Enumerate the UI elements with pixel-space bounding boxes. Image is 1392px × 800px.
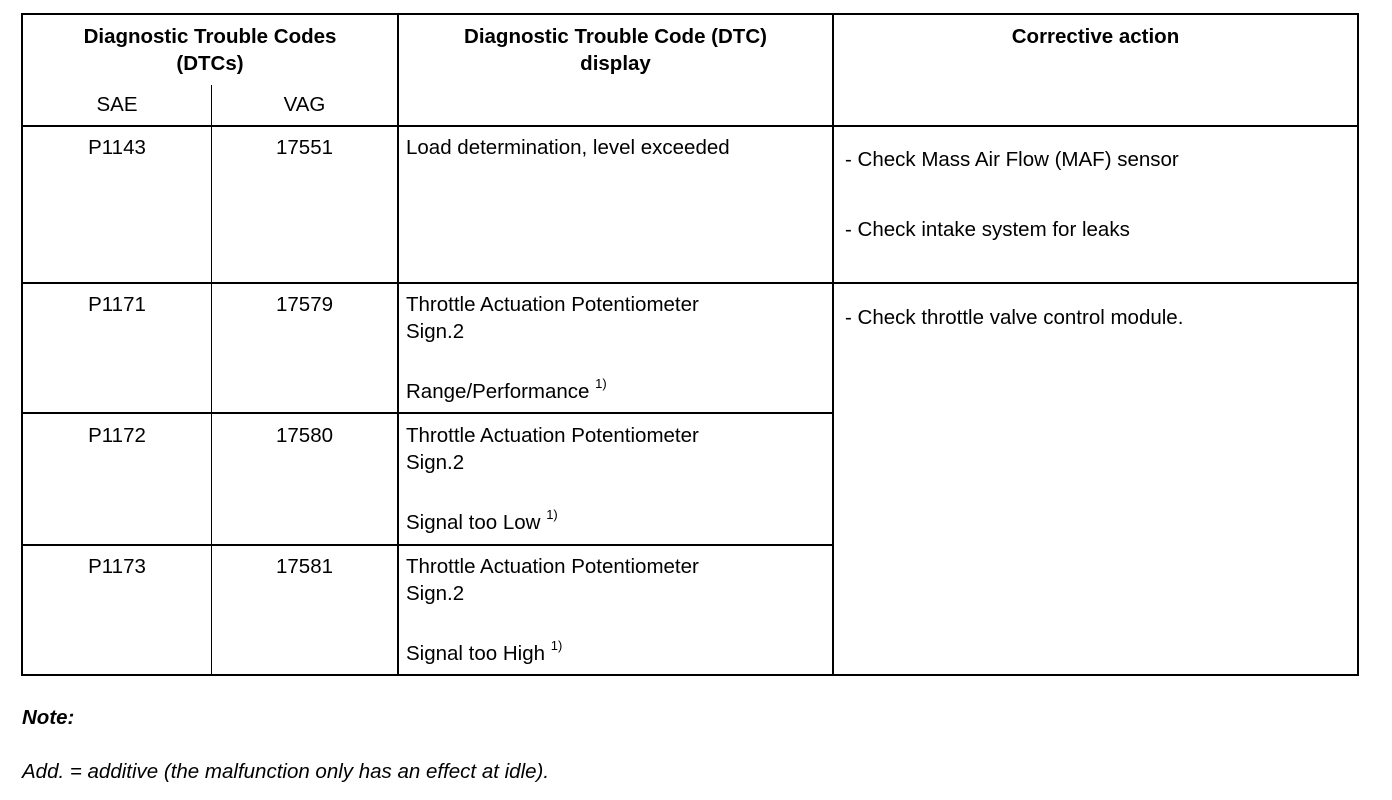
note-text: Add. = additive (the malfunction only has an effect at idle). — [22, 760, 550, 783]
header-corrective-action: Corrective action — [1011, 25, 1180, 48]
row1-display: Load determination, level exceeded — [406, 136, 730, 159]
row3-vag: 17580 — [275, 424, 333, 447]
note-title: Note: — [22, 706, 75, 729]
column-divider-sae-vag — [211, 85, 212, 676]
row1-sae: P1143 — [88, 136, 146, 159]
merged-corrective-action: - Check throttle valve control module. — [845, 306, 1184, 329]
row1-action-1: - Check Mass Air Flow (MAF) sensor — [845, 148, 1179, 171]
row2-footnote: 1) — [595, 376, 607, 392]
header-display-line2: display — [580, 52, 651, 75]
table-border-right — [1357, 13, 1359, 676]
header-dtc-group-line2: (DTCs) — [176, 52, 244, 75]
row-divider-2 — [21, 412, 834, 414]
row3-display-status: Signal too Low — [406, 511, 541, 534]
header-display-line1: Diagnostic Trouble Code (DTC) — [464, 25, 767, 48]
row2-display-line3 — [406, 378, 607, 405]
row2-display-line1: Throttle Actuation Potentiometer — [406, 293, 699, 316]
column-divider-display-action — [832, 13, 834, 676]
table-border-bottom — [21, 674, 1359, 676]
table-border-top — [21, 13, 1359, 15]
header-dtc-group-line1: Diagnostic Trouble Codes — [83, 25, 337, 48]
row1-action-2: - Check intake system for leaks — [845, 218, 1130, 241]
row2-display-status: Range/Performance — [406, 380, 590, 403]
row4-display-status: Signal too High — [406, 642, 546, 665]
row3-display-line3 — [406, 509, 558, 536]
row3-footnote: 1) — [546, 507, 558, 523]
column-divider-codes-display — [397, 13, 399, 676]
row1-vag: 17551 — [275, 136, 333, 159]
row3-display-line1: Throttle Actuation Potentiometer — [406, 424, 699, 447]
header-dtc-group — [23, 23, 397, 77]
row4-display-line2: Sign.2 — [406, 582, 465, 605]
header-vag: VAG — [283, 93, 326, 116]
row2-vag: 17579 — [275, 293, 333, 316]
header-bottom-line — [21, 125, 1359, 127]
row3-sae: P1172 — [88, 424, 146, 447]
row4-sae: P1173 — [88, 555, 146, 578]
row4-display-line1: Throttle Actuation Potentiometer — [406, 555, 699, 578]
row3-display-line2: Sign.2 — [406, 451, 465, 474]
row4-display-line3 — [406, 640, 562, 667]
row4-footnote: 1) — [550, 638, 563, 654]
row4-vag: 17581 — [275, 555, 333, 578]
header-sae: SAE — [96, 93, 138, 116]
row2-display-line2: Sign.2 — [406, 320, 465, 343]
row-divider-3 — [21, 544, 834, 546]
row2-sae: P1171 — [88, 293, 146, 316]
header-display — [399, 23, 832, 77]
row-divider-1 — [21, 282, 1359, 284]
